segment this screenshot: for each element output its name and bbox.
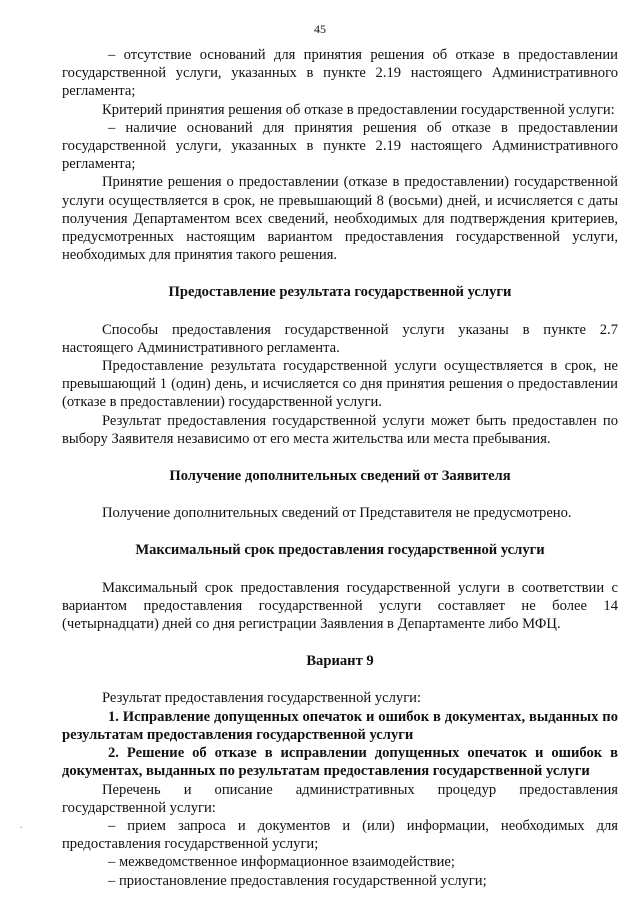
paragraph-result-item-1: 1. Исправление допущенных опечаток и ошибок в документах, выданных по результатам предоставления государственной услуги [62, 708, 618, 743]
paragraph-provision-choice: Результат предоставления государственной услуги может быть предоставлен по выбору Заявителя независимо от его места жительства или места пребывания. [62, 412, 618, 447]
heading-variant-9: Вариант 9 [306, 653, 374, 670]
heading-additional-info: Получение дополнительных сведений от Заявителя [169, 468, 511, 485]
paragraph-provision-term: Предоставление результата государственной услуги осуществляется в срок, не превышающий 1 (один) день, и исчисляется со дня принятия решения о предоставлении (отказе в предоставлении) государственной услуги. [62, 358, 618, 411]
paragraph-additional-info: Получение дополнительных сведений от Представителя не предусмотрено. [102, 505, 572, 522]
paragraph-result-item-2: 2. Решение об отказе в исправлении допущенных опечаток и ошибок в документах, выданных по результатам предоставления государственной услуги [62, 745, 618, 780]
paragraph-procedure-suspension: – приостановление предоставления государственной услуги; [108, 872, 487, 889]
paragraph-procedure-interaction: – межведомственное информационное взаимодействие; [108, 854, 455, 871]
paragraph-grounds-present: – наличие оснований для принятия решения об отказе в предоставлении государственной услуги, указанных в пункте 2.19 настоящего Административного регламента; [62, 119, 618, 173]
margin-mark: . [20, 820, 23, 831]
page-number: 45 [314, 22, 326, 36]
paragraph-provision-methods: Способы предоставления государственной услуги указаны в пункте 2.7 настоящего Административного регламента. [62, 321, 618, 356]
heading-result-provision: Предоставление результата государственной услуги [168, 284, 512, 301]
paragraph-procedure-reception: – прием запроса и документов и (или) информации, необходимых для предоставления государственной услуги; [62, 817, 618, 853]
paragraph-max-term: Максимальный срок предоставления государственной услуги в соответствии с вариантом предоставления государственной услуги составляет не более 14 (четырнадцати) дней со дня регистрации Заявления в Департаменте либо МФЦ. [62, 579, 618, 633]
paragraph-decision-term: Принятие решения о предоставлении (отказе в предоставлении) государственной услуги осуществляется в срок, не превышающий 8 (восьми) дней, и исчисляется с даты получения Департаментом всех сведений, необходимых для подтверждения критериев, предусмотренных настоящим вариантом предоставления государственной услуги, необходимых для принятия такого решения. [62, 174, 618, 264]
heading-max-term: Максимальный срок предоставления государственной услуги [135, 542, 545, 559]
paragraph-procedures-list: Перечень и описание административных процедур предоставления государственной услуги: [62, 781, 618, 816]
paragraph-no-grounds: – отсутствие оснований для принятия решения об отказе в предоставлении государственной услуги, указанных в пункте 2.19 настоящего Административного регламента; [62, 47, 618, 100]
paragraph-result-intro: Результат предоставления государственной услуги: [102, 690, 422, 707]
document-body [62, 46, 618, 890]
paragraph-refusal-criterion: Критерий принятия решения об отказе в предоставлении государственной услуги: [102, 101, 615, 118]
